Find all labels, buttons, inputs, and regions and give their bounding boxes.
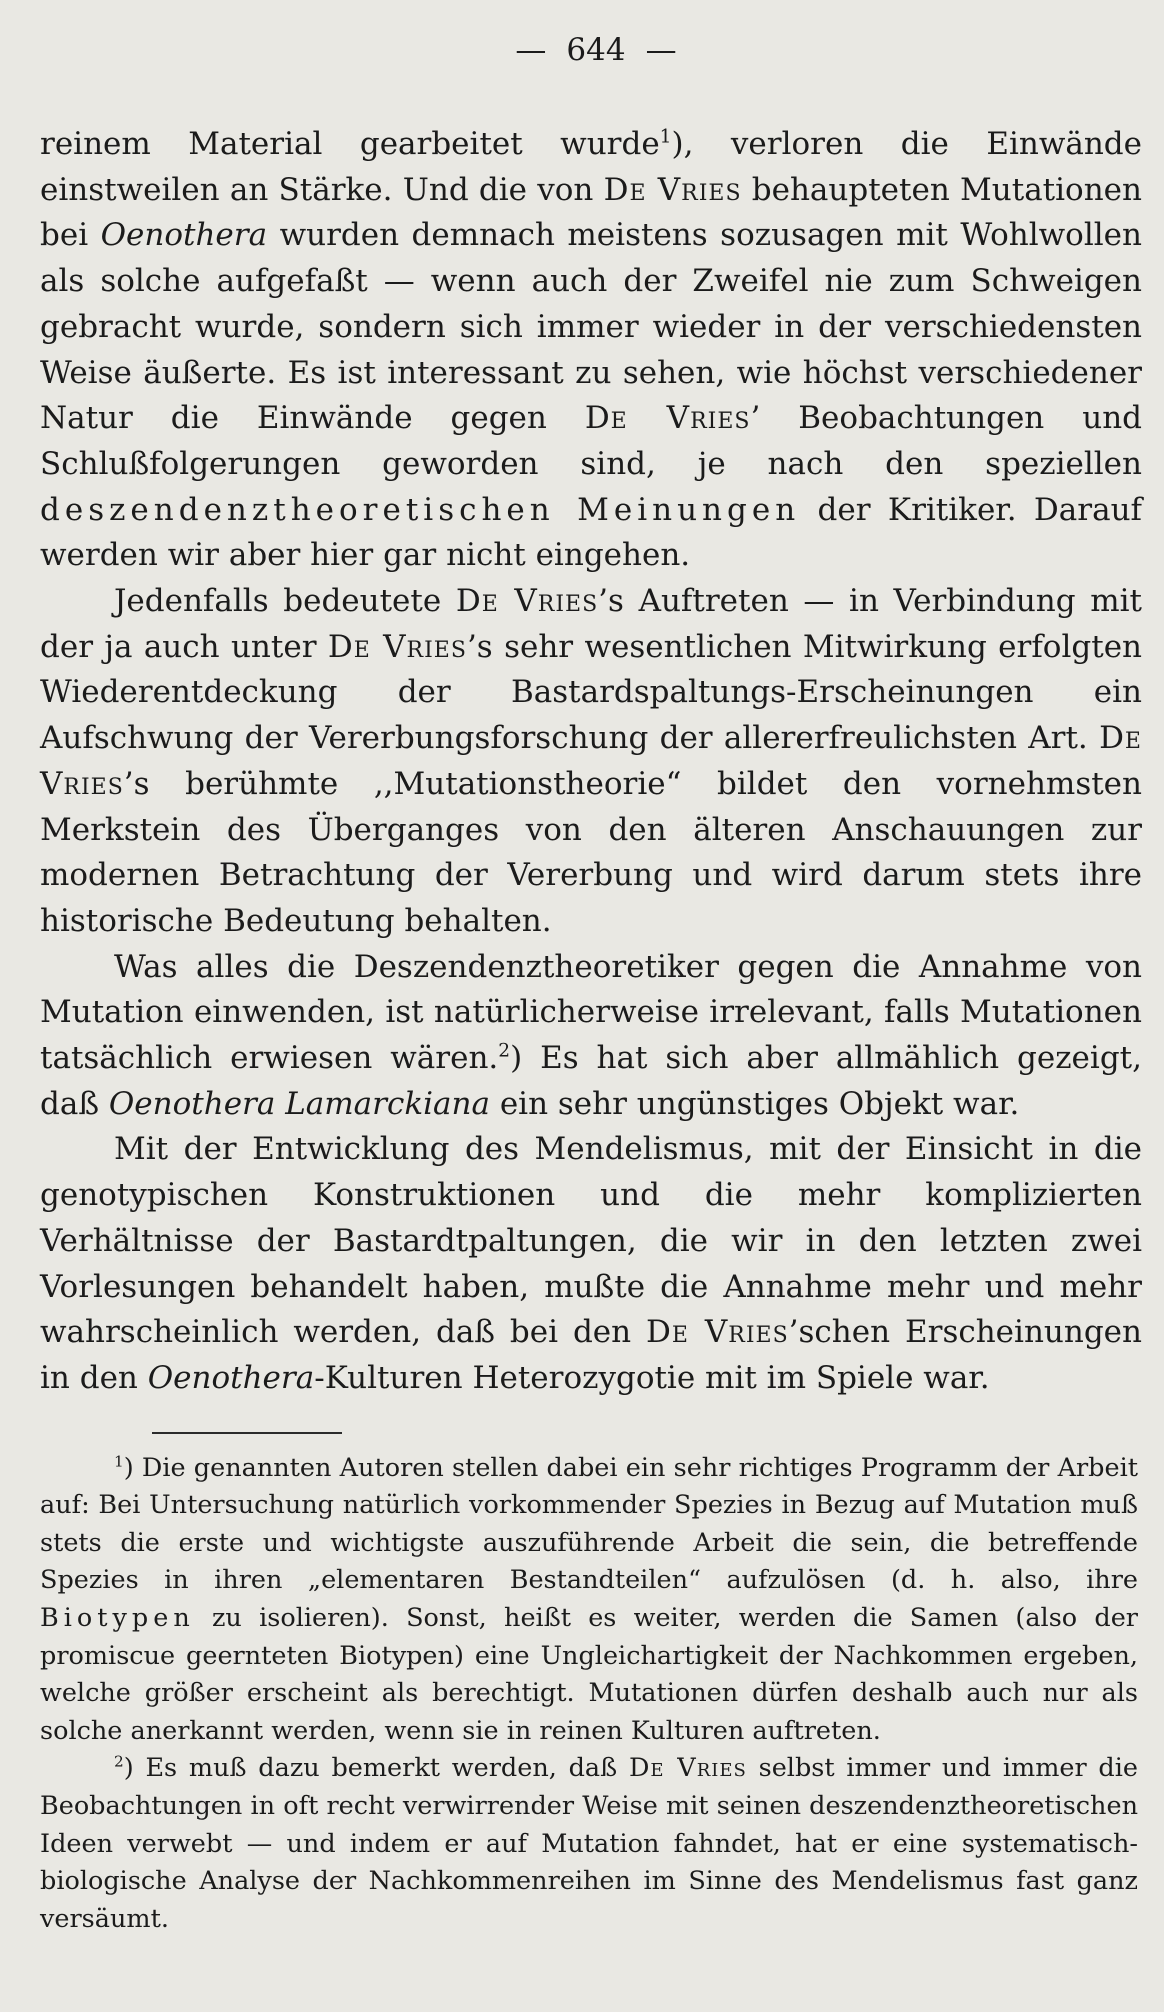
genus-name: Oenothera	[100, 217, 268, 254]
text-run: zu isolieren). Sonst, heißt es weiter, werden die Samen (also der promiscue geernteten Biotypen) eine Ungleichartigkeit der Nachkommen ergeben, welche größer erscheint als berechtigt. Mutationen dürfen deshalb auch nur als solche anerkannt werden, wenn sie in reinen Kulturen auftreten.	[40, 1603, 1138, 1746]
footnote-ref-2: 2	[498, 1040, 511, 1062]
text-run: ) Es hat sich aber allmählich gezeigt, daß	[40, 1040, 1142, 1122]
species-name: Oenothera Lamarckiana	[108, 1085, 490, 1122]
text-run: ’s sehr wesentlichen Mitwirkung erfolgten Wiederentdeckung der Bastardspaltungs-Erscheinungen ein Aufschwung der Vererbungsforschung der allererfreulichsten Art.	[40, 628, 1143, 757]
text-run: ) Die genannten Autoren stellen dabei ein sehr richtiges Programm der Arbeit auf: Bei Untersuchung natürlich vorkommender Spezies in Bezug auf Mutation muß stets die erste und wichtigste auszuführende Arbeit die sein, die betreffende Spezies in ihren „elementaren Bestandteilen“ aufzulösen (d. h. also, ihre	[40, 1452, 1138, 1596]
text-run: ’s Auftreten — in Verbindung mit der ja auch unter	[40, 583, 1143, 665]
author-name: De Vries	[646, 1314, 789, 1351]
header-dash-left: —	[515, 32, 547, 68]
main-text	[40, 122, 1142, 1402]
text-run: Was alles die Deszendenztheoretiker gegen die Annahme von Mutation einwenden, ist natürlicherweise irrelevant, falls Mutationen tatsächlich erwiesen wären.	[40, 948, 1142, 1077]
emphasized-text: deszendenztheoretischen Meinungen	[40, 491, 801, 528]
text-run: Jedenfalls bedeutete	[114, 583, 456, 620]
author-name: De Vries	[40, 720, 1142, 802]
paragraph-4	[40, 1127, 1142, 1401]
text-run: ), verloren die Einwände einstweilen an Stärke. Und die von	[40, 126, 1142, 208]
footnote-1	[40, 1450, 1138, 1751]
text-run: reinem Material gearbeitet wurde	[40, 126, 660, 162]
text-run: ’s berühmte ,,Mutationstheorie“ bildet den vornehmsten Merkstein des Überganges von den älteren Anschauungen zur modernen Betrachtung der Vererbung und wird darum stets ihre historische Bedeutung behalten.	[40, 765, 1142, 939]
text-run: -Kulturen Heterozygotie mit im Spiele war.	[314, 1359, 990, 1396]
text-run: wurden demnach meistens sozusagen mit Wohlwollen als solche aufgefaßt — wenn auch der Zweifel nie zum Schweigen gebracht wurde, sondern sich immer wieder in der verschiedensten Weise äußerte. Es ist interessant zu sehen, wie höchst verschiedener Natur die Einwände gegen	[40, 217, 1142, 437]
emphasized-text: Biotypen	[40, 1603, 195, 1634]
author-name: De Vries	[603, 171, 742, 208]
text-run: ein sehr ungünstiges Objekt war.	[489, 1085, 1020, 1122]
genus-name: Oenothera	[147, 1359, 315, 1396]
page-header	[40, 30, 1142, 70]
text-run: ) Es muß dazu bemerkt werden, daß	[123, 1753, 629, 1784]
footnote-2	[40, 1750, 1138, 1938]
text-run: selbst immer und immer die Beobachtungen in oft recht verwirrender Weise mit seinen deszendenztheoretischen Ideen verwebt — und indem er auf Mutation fahndet, hat er eine systematisch-biologische Analyse der Nachkommenreihen im Sinne des Mendelismus fast ganz versäumt.	[40, 1753, 1138, 1934]
author-name: De Vries	[584, 400, 751, 437]
paragraph-2	[40, 579, 1142, 945]
footnote-mark-1: 1	[114, 1452, 124, 1471]
footnote-ref-1: 1	[659, 126, 672, 148]
paragraph-3	[40, 945, 1142, 1128]
author-name: De Vries	[628, 1753, 747, 1784]
footnotes	[40, 1450, 1142, 1939]
page-number: 644	[566, 32, 626, 68]
footnote-divider	[152, 1432, 342, 1434]
text-run: der Kritiker. Darauf werden wir aber hier gar nicht eingehen.	[40, 491, 1143, 574]
paragraph-1	[40, 122, 1142, 579]
header-dash-right: —	[645, 32, 677, 68]
author-name: De Vries	[455, 583, 599, 620]
text-run: ’ Beobachtungen und Schlußfolgerungen geworden sind, je nach den speziellen	[40, 400, 1142, 482]
text-run: Mit der Entwicklung des Mendelismus, mit der Einsicht in die genotypischen Konstruktionen und die mehr komplizierten Verhältnisse der Bastardtpaltungen, die wir in den letzten zwei Vorlesungen behandelt haben, mußte die Annahme mehr und mehr wahrscheinlich werden, daß bei den	[40, 1131, 1142, 1351]
footnote-mark-2: 2	[114, 1752, 124, 1771]
author-name: De Vries	[327, 628, 467, 665]
text-run: ’schen Erscheinungen in den	[40, 1314, 1142, 1396]
text-run: behaupteten Mutationen bei	[40, 171, 1142, 254]
